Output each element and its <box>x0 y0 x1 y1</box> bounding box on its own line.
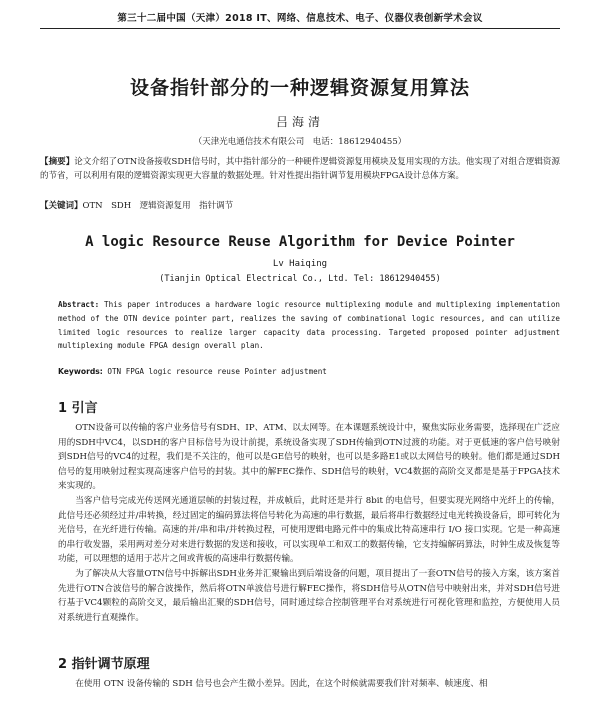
section-heading-introduction: 1 引言 <box>58 401 98 416</box>
chinese-abstract-text: 论文介绍了OTN设备接收SDH信号时，其中指针部分的一种硬件逻辑资源复用模块及复用实现的方法。他实现了对组合逻辑资源的节省，可以利用有限的逻辑资源实现更大容量的数据处理。针对性提出指针调节复用模块FPGA设计总体方案。 <box>40 157 560 181</box>
english-keywords <box>58 367 560 376</box>
header-divider <box>40 28 560 29</box>
english-abstract-text: This paper introduces a hardware logic resource multiplexing module and multiplexing implementation method of the OTN device pointer part, realizes the saving of combinational logic resources, and can utilize limited logic resources to realize larger capacity data processing. Targeted proposed pointer adjustment multiplexing module FPGA design overall plan. <box>58 300 560 351</box>
section-body-introduction <box>58 421 560 625</box>
paragraph: OTN设备可以传输的客户业务信号有SDH、IP、ATM、以太网等。在本课题系统设计中，聚焦实际业务需要，选择现在广泛应用的SDH中VC4，以SDH的客户目标信号为设计前提，系统设备实现了SDH传输到OTN过渡的功能。对于更低速的客户信号映射到SDH信号的VC4的过程，我们是不关注的，他可以是GE信号的映射，也可以是多路E1或以太网信号的映射。他们都是通过SDH信号的复用映射过程实现高速客户信号的封装。其中的解FEC操作、SDH信号的映射，VC4数据的高阶交叉都是是基于FPGA技术来实现的。 <box>58 423 560 492</box>
chinese-keywords <box>40 199 560 211</box>
english-affiliation: (Tianjin Optical Electrical Co., Ltd. Tel: 18612940455) <box>159 274 441 284</box>
chinese-title: 设备指针部分的一种逻辑资源复用算法 <box>129 77 470 99</box>
english-author: Lv Haiqing <box>272 259 328 269</box>
running-header: 第三十二届中国（天津）2018 IT、网络、信息技术、电子、仪器仪表创新学术会议 <box>117 13 483 24</box>
chinese-abstract <box>40 155 560 183</box>
section-body-pointer-adjustment <box>58 677 560 692</box>
chinese-keywords-label: 【关键词】 <box>40 201 83 211</box>
chinese-author: 吕海清 <box>275 115 324 129</box>
paragraph: 为了解决从大容量OTN信号中拆解出SDH业务并汇聚输出到后端设备的问题，项目提出了一套OTN信号的接入方案，该方案首先进行OTN合波信号的解合波操作，然后将OTN单波信号进行解FEC操作，将SDH信号从OTN信号中映射出来，并对SDH信号进行基于VC4颗粒的高阶交叉，最后输出汇聚的SDH信号，同时通过综合控制管理平台对系统进行可视化管理和监控，方便使用人员对系统进行直观操作。 <box>58 568 560 623</box>
chinese-keywords-text: OTN SDH 逻辑资源复用 指针调节 <box>82 201 234 211</box>
paragraph: 在使用 OTN 设备传输的 SDH 信号也会产生微小差异。因此，在这个时候就需要我们针对频率、帧速度、相 <box>75 679 488 689</box>
english-keywords-label: Keywords: <box>58 367 103 376</box>
chinese-abstract-label: 【摘要】 <box>40 157 75 167</box>
english-abstract-label: Abstract: <box>58 300 100 309</box>
english-keywords-text: OTN FPGA logic resource reuse Pointer adjustment <box>107 367 327 376</box>
chinese-affiliation: （天津光电通信技术有限公司 电话：18612940455） <box>193 137 407 147</box>
paragraph: 当客户信号完成光传送网光通道层帧的封装过程，并成帧后，此时还是并行 8bit 的电信号，但要实现光网络中光纤上的传输，此信号还必须经过并/串转换，经过固定的编码算法将信号转化为高速的串行数据，最后将串行数据经过电光转换设备后，即可转化为光信号，在光纤进行传输。高速的并/串和串/并转换过程，可使用逻辑电路元件中的集成比特高速串行 I/O 接口实现。它是一种高速的串行收发器，采用两对差分对来进行数据的发送和接收，可以实现单工和双工的数据传输，它支持编解码算法，时钟生成及恢复等功能，可以理想的适用于芯片之间或背板的高速串行数据传输。 <box>58 495 560 565</box>
english-title: A logic Resource Reuse Algorithm for Device Pointer <box>85 234 515 250</box>
section-heading-pointer-adjustment: 2 指针调节原理 <box>58 657 150 672</box>
english-abstract <box>58 298 560 353</box>
